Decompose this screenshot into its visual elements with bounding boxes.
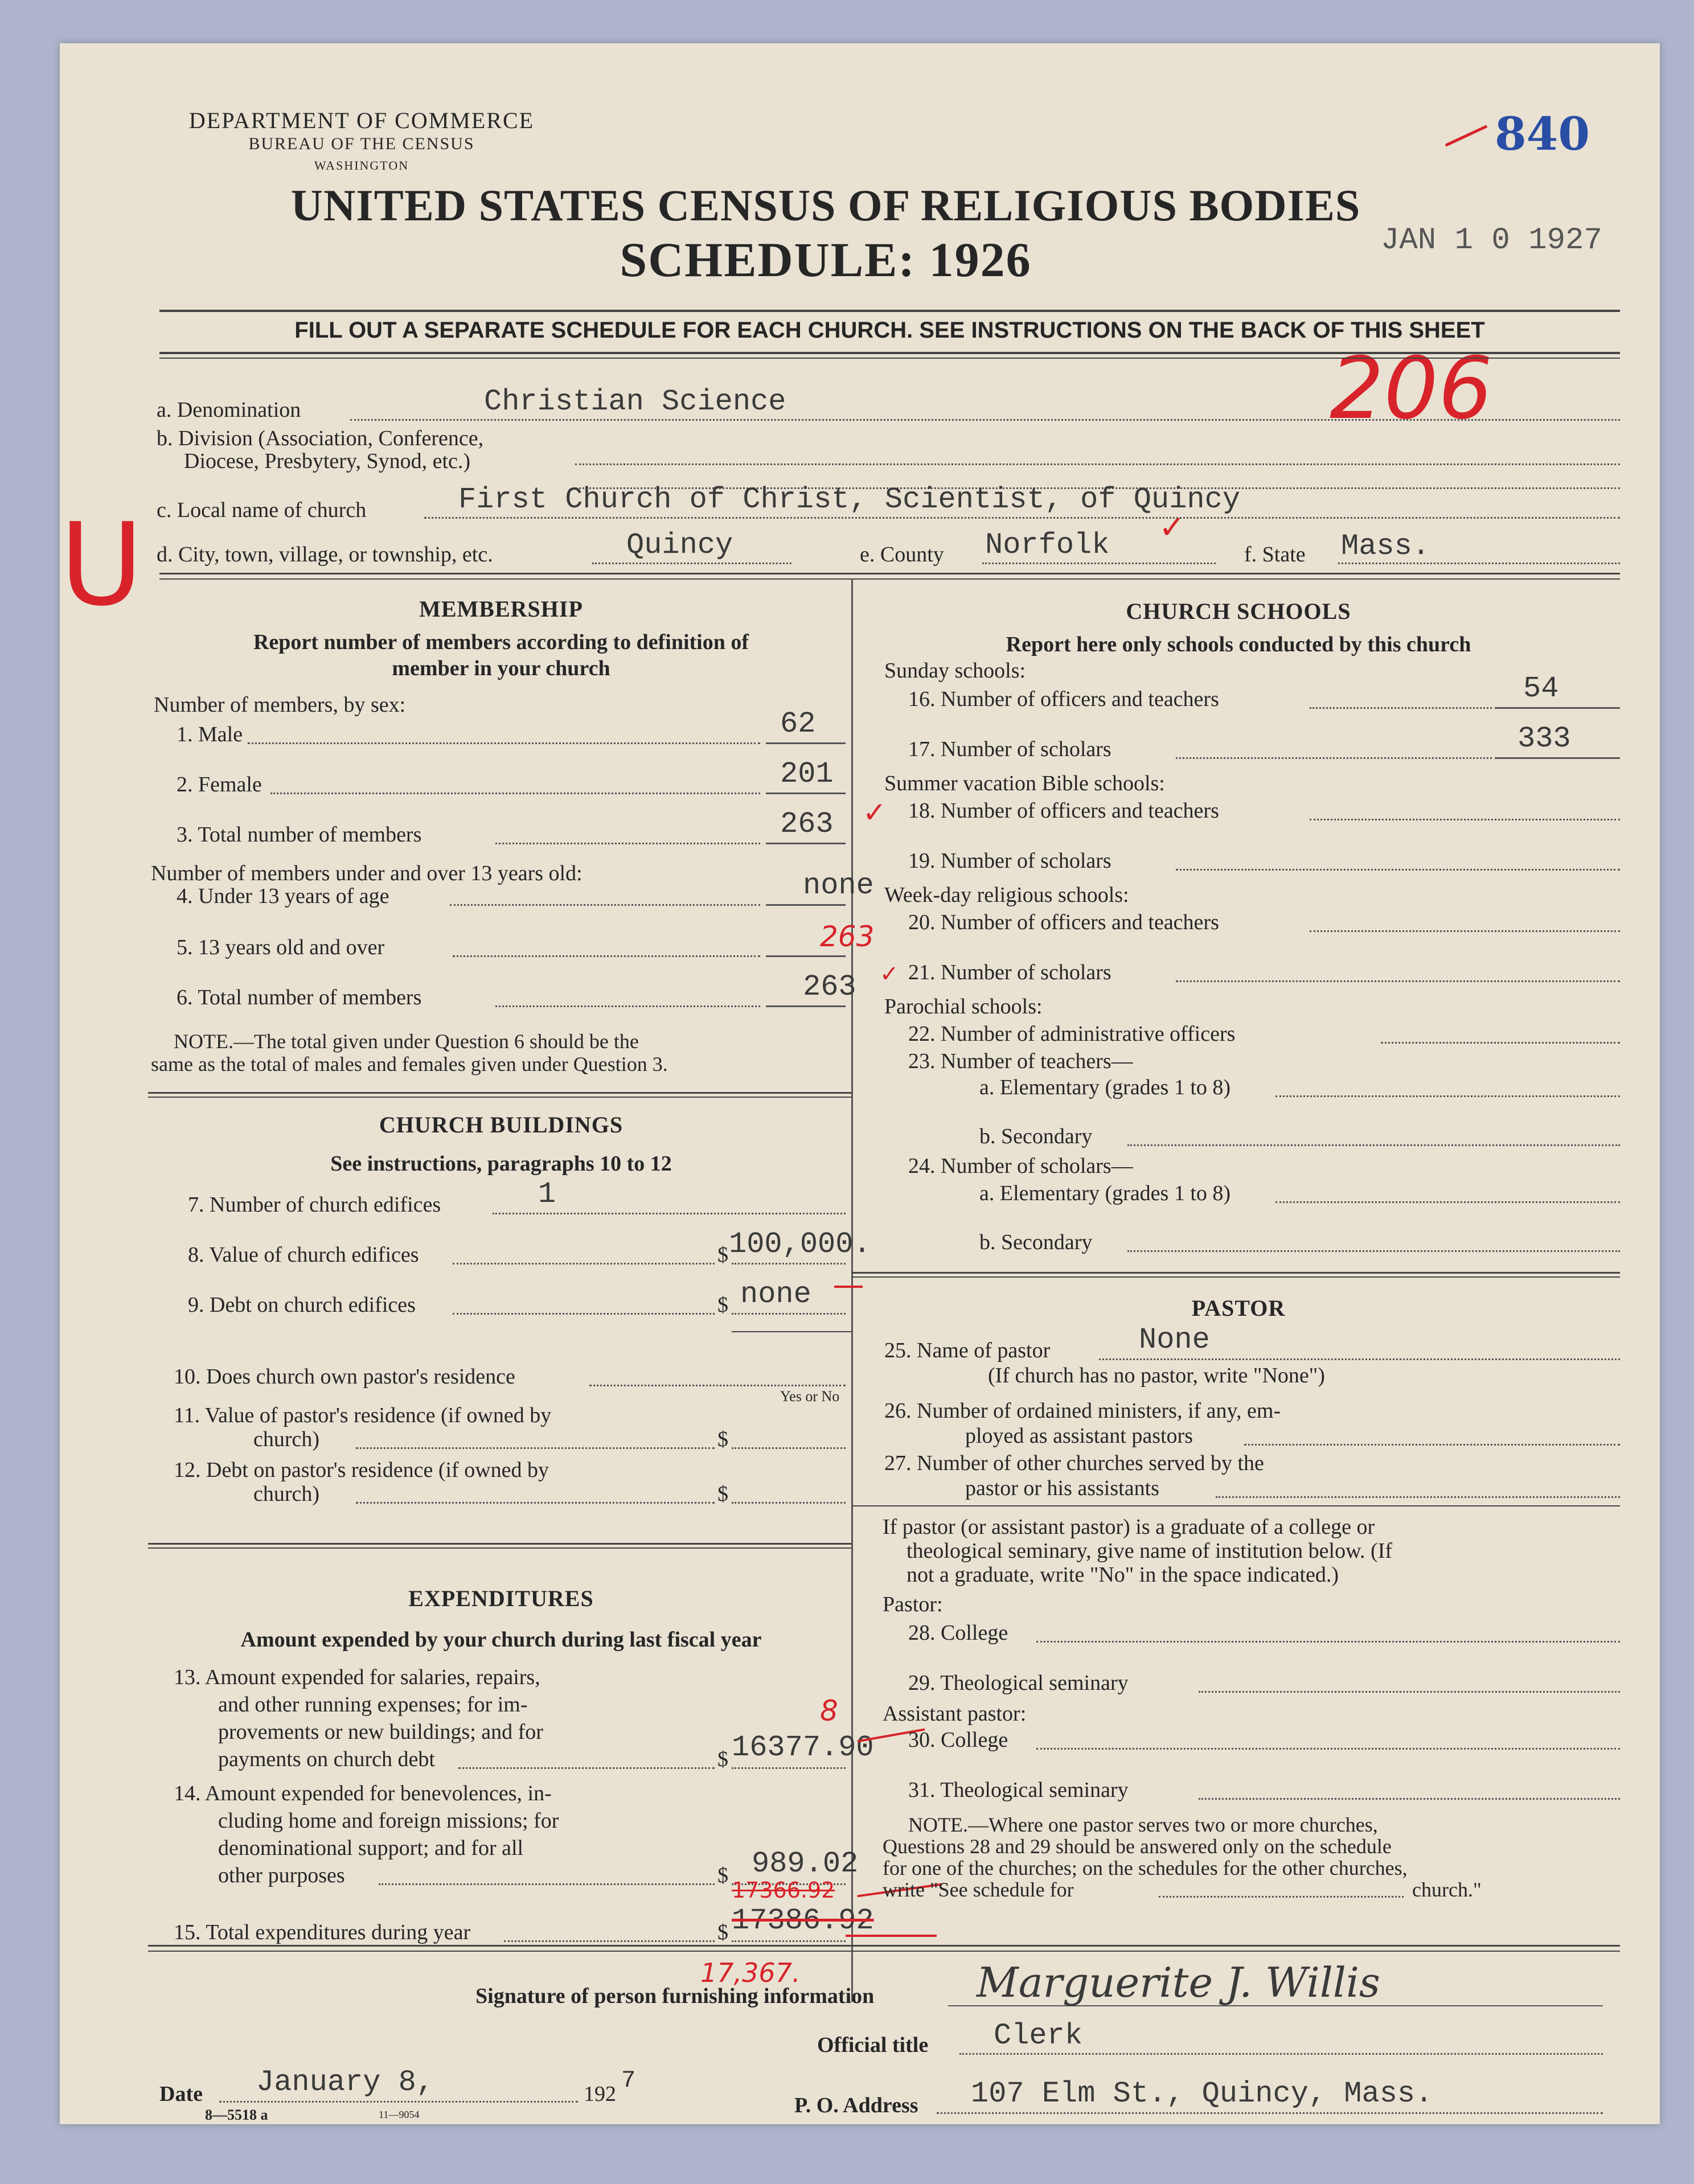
denomination-label: a. Denomination <box>157 398 301 422</box>
edifice-value: 100,000. <box>729 1228 871 1261</box>
signature-label: Signature of person furnishing information <box>475 1984 875 2008</box>
sunday-officers-value: 54 <box>1523 672 1559 705</box>
county-value: Norfolk <box>985 528 1110 562</box>
county-label: e. County <box>860 543 944 566</box>
church-edifices-value: 1 <box>538 1177 556 1211</box>
date-value: January 8, <box>256 2066 434 2099</box>
city-label: d. City, town, village, or township, etc. <box>157 543 493 566</box>
male-members-value: 62 <box>780 707 816 741</box>
department-heading: DEPARTMENT OF COMMERCE <box>188 108 535 133</box>
form-title: UNITED STATES CENSUS OF RELIGIOUS BODIES <box>290 180 1361 230</box>
total-members-value: 263 <box>780 807 834 841</box>
official-title-value: Clerk <box>994 2019 1083 2052</box>
church-schools-heading: CHURCH SCHOOLS <box>1126 598 1351 624</box>
signature-value: Marguerite J. Willis <box>977 1959 1380 2006</box>
denomination-value: Christian Science <box>484 385 786 418</box>
benevolences-value: 989.02 <box>752 1847 859 1881</box>
membership-heading: MEMBERSHIP <box>419 596 583 622</box>
year-suffix: 7 <box>621 2067 636 2094</box>
census-schedule-sheet: DEPARTMENT OF COMMERCE BUREAU OF THE CENSUS WASHINGTON UNITED STATES CENSUS OF RELIGIOUS BODIES SCHEDULE: 1926 JAN 1 0 1927 840 206 U FILL OUT A SEPARATE SCHEDULE FOR EACH CHURCH. SEE INSTRUCTIONS ON THE BACK OF THIS SHEET a. Denomination Christian Science b. Division (Association, Conference, Diocese, Presbytery, Synod, etc.) c. Local name of church First Church of Christ, Scientist, of Quincy d. City, town, village, or township, etc. Quincy e. County Norfolk ✓ f. State Mass. MEMBERSHIP Report number of members according to definition of member in your church Number of members, by sex: 1. Male 62 2. Female 201 3. Total number of members 263 ✓ Number of members under and over 13 years old: 4. Under 13 years of age none 5. 13 years old and over 263 6. Total number of members 263 ✓ NOTE.—The total given under Question 6 should be the same as the total of males and females given under Question 3. CHURCH BUILDINGS See instructions, paragraphs 10 to 12 7. Number of church edifices 1 8. Value of church edifices $ 100,000. 9. Debt on church edifices $ none 10. Does church own pastor's residence Yes or No 11. Value of pastor's residence (if owned by church) $ 12. Debt on pastor's residence (if owned by church) $ EXPENDITURES Amount expended by your church during last fiscal year 13. Amount expended for salaries, repairs, and other running expenses; for im- provements or new buildings; and for payments on church debt $ 16377.90 8 14. Amount expended for benevolences, in- cluding home and foreign missions; for denominational support; and for all other purposes $ 989.02 17366.92 15. Total expenditures during year $ 17386.92 17,367. CHURCH SCHOOLS Report here only schools conducted by this church Sunday schools: 16. Number of officers and teachers 54 17. Number of scholars 333 Summer vacation Bible schools: 18. Number of officers and teachers 19. Number of scholars Week-day religious schools: 20. Number of officers and teachers 21. Number of scholars Parochial schools: 22. Number of administrative officers 23. Number of teachers— a. Elementary (grades 1 to 8) b. Secondary 24. Number of scholars— a. Elementary (grades 1 to 8) b. Secondary PASTOR 25. Name of pastor None (If church has no pastor, write "None") 26. Number of ordained ministers, if any, em- ployed as assistant pastors 27. Number of other churches served by the pastor or his assistants If pastor (or assistant pastor) is a graduate of a college or theological seminary, give name of institution below. (If not a graduate, write "No" in the space indicated.) Pastor: 28. College 29. Theological seminary Assistant pastor: 30. College 31. Theological seminary NOTE.—Where one pastor serves two or more churches, Questions 28 and 29 should be answered only on the schedule for one of the churches; on the schedules for the other churches, write "See schedule for church." Signature of person furnishing information Marguerite J. Willis Official title Clerk Date January 8, 192 7 P. O. Address 107 Elm St., Quincy, Mass. 8—5518 a 11—9054 <box>60 43 1660 2124</box>
schedule-number: 840 <box>1495 107 1590 161</box>
red-tick-mark <box>1445 125 1488 146</box>
over-13-value: 263 <box>820 920 875 953</box>
division-label-line2: Diocese, Presbytery, Synod, etc.) <box>184 449 471 473</box>
red-u-mark: U <box>60 499 143 631</box>
corrected-total: 17,367. <box>700 1957 801 1988</box>
division-label-line1: b. Division (Association, Conference, <box>157 426 484 450</box>
local-name-label: c. Local name of church <box>157 498 367 522</box>
under-13-value: none <box>803 869 874 902</box>
sunday-scholars-value: 333 <box>1517 722 1571 756</box>
city-value: Quincy <box>626 528 733 562</box>
edifice-debt-value: none <box>740 1278 811 1311</box>
expenditures-heading: EXPENDITURES <box>408 1586 594 1611</box>
received-date-stamp: JAN 1 0 1927 <box>1381 223 1602 258</box>
state-value: Mass. <box>1341 529 1430 563</box>
state-label: f. State <box>1244 543 1306 566</box>
pastor-heading: PASTOR <box>1191 1295 1286 1321</box>
female-members-value: 201 <box>780 757 834 791</box>
red-number: 206 <box>1330 339 1493 438</box>
schedule-title: SCHEDULE: 1926 <box>620 232 1032 287</box>
pastor-name-value: None <box>1139 1323 1210 1357</box>
po-address-value: 107 Elm St., Quincy, Mass. <box>971 2077 1433 2111</box>
city-heading: WASHINGTON <box>314 158 409 173</box>
operating-expenses-value: 16377.90 <box>732 1731 874 1764</box>
total-expenditures-value: 17386.92 <box>732 1904 874 1937</box>
buildings-heading: CHURCH BUILDINGS <box>379 1112 624 1138</box>
instruction-banner: FILL OUT A SEPARATE SCHEDULE FOR EACH CHURCH. SEE INSTRUCTIONS ON THE BACK OF THIS SHEET <box>294 318 1485 343</box>
total-members-age-value: 263 <box>803 970 856 1004</box>
local-name-value: First Church of Christ, Scientist, of Quincy <box>458 483 1241 516</box>
bureau-heading: BUREAU OF THE CENSUS <box>248 134 475 153</box>
